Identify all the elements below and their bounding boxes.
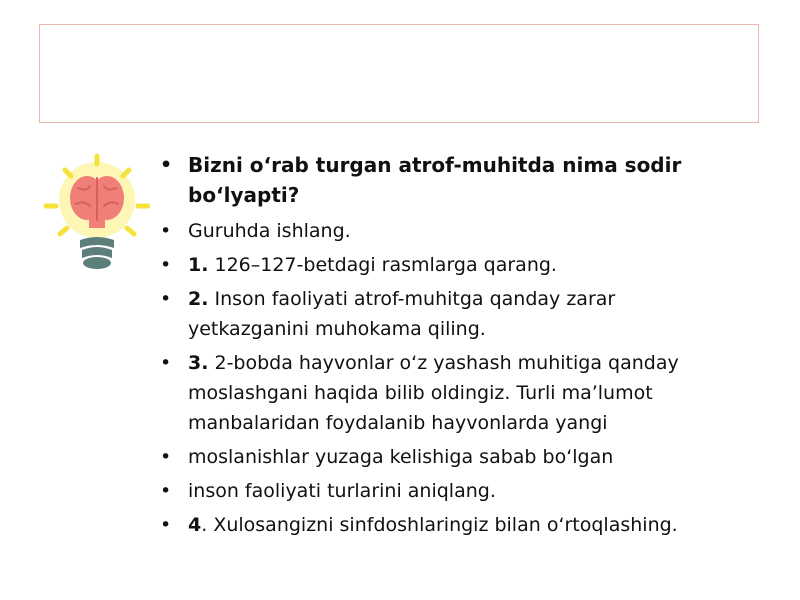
list-item-text: Bizni o‘rab turgan atrof-muhitda nima sodir bo‘lyapti? xyxy=(188,153,682,207)
list-item xyxy=(160,284,720,344)
list-item xyxy=(160,216,720,246)
list-item-text: . Xulosangizni sinfdoshlaringiz bilan o‘rtoqlashing. xyxy=(201,514,678,536)
list-item-text: Guruhda ishlang. xyxy=(188,220,351,242)
list-item-text: 2-bobda hayvonlar o‘z yashash muhitiga qanday moslashgani haqida bilib oldingiz. Turli ma’lumot manbalaridan foydalanib hayvonlarda yangi xyxy=(188,352,679,434)
bullet-content xyxy=(160,150,720,544)
list-item-text: Inson faoliyati atrof-muhitga qanday zarar yetkazganini muhokama qiling. xyxy=(188,288,616,340)
step-number: 3. xyxy=(188,352,209,374)
title-placeholder xyxy=(39,24,759,123)
list-item xyxy=(160,476,720,506)
list-item xyxy=(160,510,720,540)
list-item xyxy=(160,150,720,210)
lightbulb-brain-icon xyxy=(40,150,150,280)
step-number: 4 xyxy=(188,514,202,536)
list-item-text: 126–127-betdagi rasmlarga qarang. xyxy=(208,254,557,276)
list-item xyxy=(160,250,720,280)
step-number: 2. xyxy=(188,288,209,310)
list-item xyxy=(160,348,720,438)
list-item xyxy=(160,442,720,472)
list-item-text: inson faoliyati turlarini aniqlang. xyxy=(188,480,496,502)
step-number: 1. xyxy=(188,254,209,276)
list-item-text: moslanishlar yuzaga kelishiga sabab bo‘lgan xyxy=(188,446,614,468)
